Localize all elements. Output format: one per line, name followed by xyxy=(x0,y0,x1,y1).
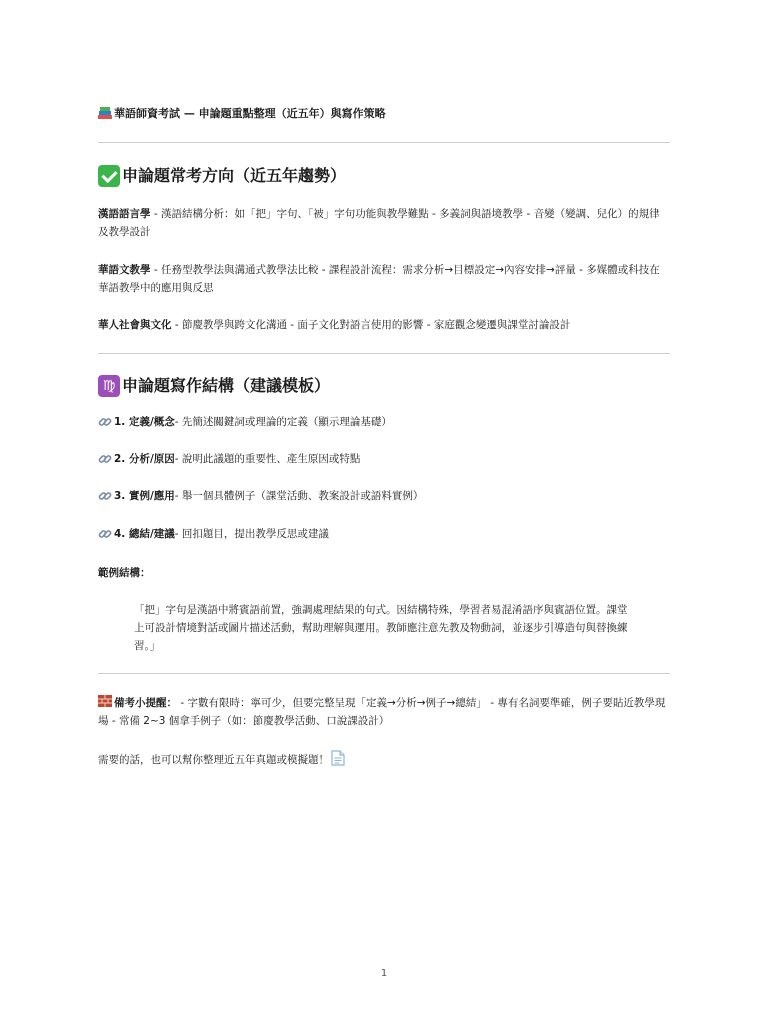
document-title xyxy=(98,106,386,122)
topic-label: 漢語語言學 xyxy=(98,208,151,220)
step-item xyxy=(98,488,423,504)
virgo-icon: ♍ xyxy=(98,375,120,397)
closing-text: 需要的話，也可以幫你整理近五年真題或模擬題！ xyxy=(98,754,329,766)
link-icon xyxy=(98,415,112,429)
document-title-text: 華語師資考試 — 申論題重點整理（近五年）與寫作策略 xyxy=(114,107,386,120)
step-label: 4. 總結/建議 xyxy=(114,528,175,540)
link-icon xyxy=(98,527,112,541)
divider xyxy=(98,673,670,674)
step-item xyxy=(98,451,360,467)
step-label: 1. 定義/概念 xyxy=(114,416,175,428)
step-label: 2. 分析/原因 xyxy=(114,453,175,465)
topic-text: - 漢語結構分析：如「把」字句、「被」字句功能與教學難點 - 多義詞與語境教學 - 音變（變調、兒化）的規律及教學設計 xyxy=(98,208,660,238)
step-text: - 先簡述關鍵詞或理論的定義（顯示理論基礎） xyxy=(174,416,392,428)
closing-line xyxy=(98,750,670,769)
exam-tips xyxy=(98,694,670,730)
step-text: - 舉一個具體例子（課堂活動、教案設計或語料實例） xyxy=(174,490,424,502)
step-text: - 回扣題目，提出教學反思或建議 xyxy=(174,528,329,540)
link-icon xyxy=(98,489,112,503)
topic-label: 華語文教學 xyxy=(98,264,151,276)
step-item xyxy=(98,414,392,430)
section2-heading xyxy=(98,374,330,398)
brick-icon xyxy=(98,695,112,707)
example-quote: 「把」字句是漢語中將賓語前置，強調處理結果的句式。因結構特殊，學習者易混淆語序與賓語位置。課堂上可設計情境對話或圖片描述活動，幫助理解與運用。教師應注意先教及物動詞，並逐步引導造句與替換練習。」 xyxy=(134,604,628,652)
topic-text: - 節慶教學與跨文化溝通 - 面子文化對語言使用的影響 - 家庭觀念變遷與課堂討論設計 xyxy=(171,319,571,331)
section1-heading xyxy=(98,164,346,188)
divider xyxy=(98,353,670,354)
divider xyxy=(98,142,670,143)
page-number: 1 xyxy=(380,968,388,979)
tips-text: - 字數有限時：寧可少，但要完整呈現「定義→分析→例子→總結」 - 專有名詞要準確，例子要貼近教學現場 - 常備 2~3 個拿手例子（如：節慶教學活動、口說課設計） xyxy=(98,697,666,727)
topic-linguistics xyxy=(98,205,670,241)
section2-heading-text: 申論題寫作結構（建議模板） xyxy=(122,376,331,395)
example-label xyxy=(98,564,670,582)
topic-culture xyxy=(98,316,670,334)
tips-label: 備考小提醒： xyxy=(114,697,177,709)
example-label-text: 範例結構： xyxy=(98,567,151,579)
link-icon xyxy=(98,452,112,466)
document-icon xyxy=(331,750,345,766)
check-icon xyxy=(98,165,120,187)
books-icon xyxy=(98,107,112,119)
step-label: 3. 實例/應用 xyxy=(114,490,175,502)
topic-teaching xyxy=(98,261,670,297)
section1-heading-text: 申論題常考方向（近五年趨勢） xyxy=(122,166,347,185)
step-item xyxy=(98,526,329,542)
topic-label: 華人社會與文化 xyxy=(98,319,172,331)
step-text: - 說明此議題的重要性、產生原因或特點 xyxy=(174,453,361,465)
topic-text: - 任務型教學法與溝通式教學法比較 - 課程設計流程：需求分析→目標設定→內容安排→評量 - 多媒體或科技在華語教學中的應用與反思 xyxy=(98,264,660,294)
